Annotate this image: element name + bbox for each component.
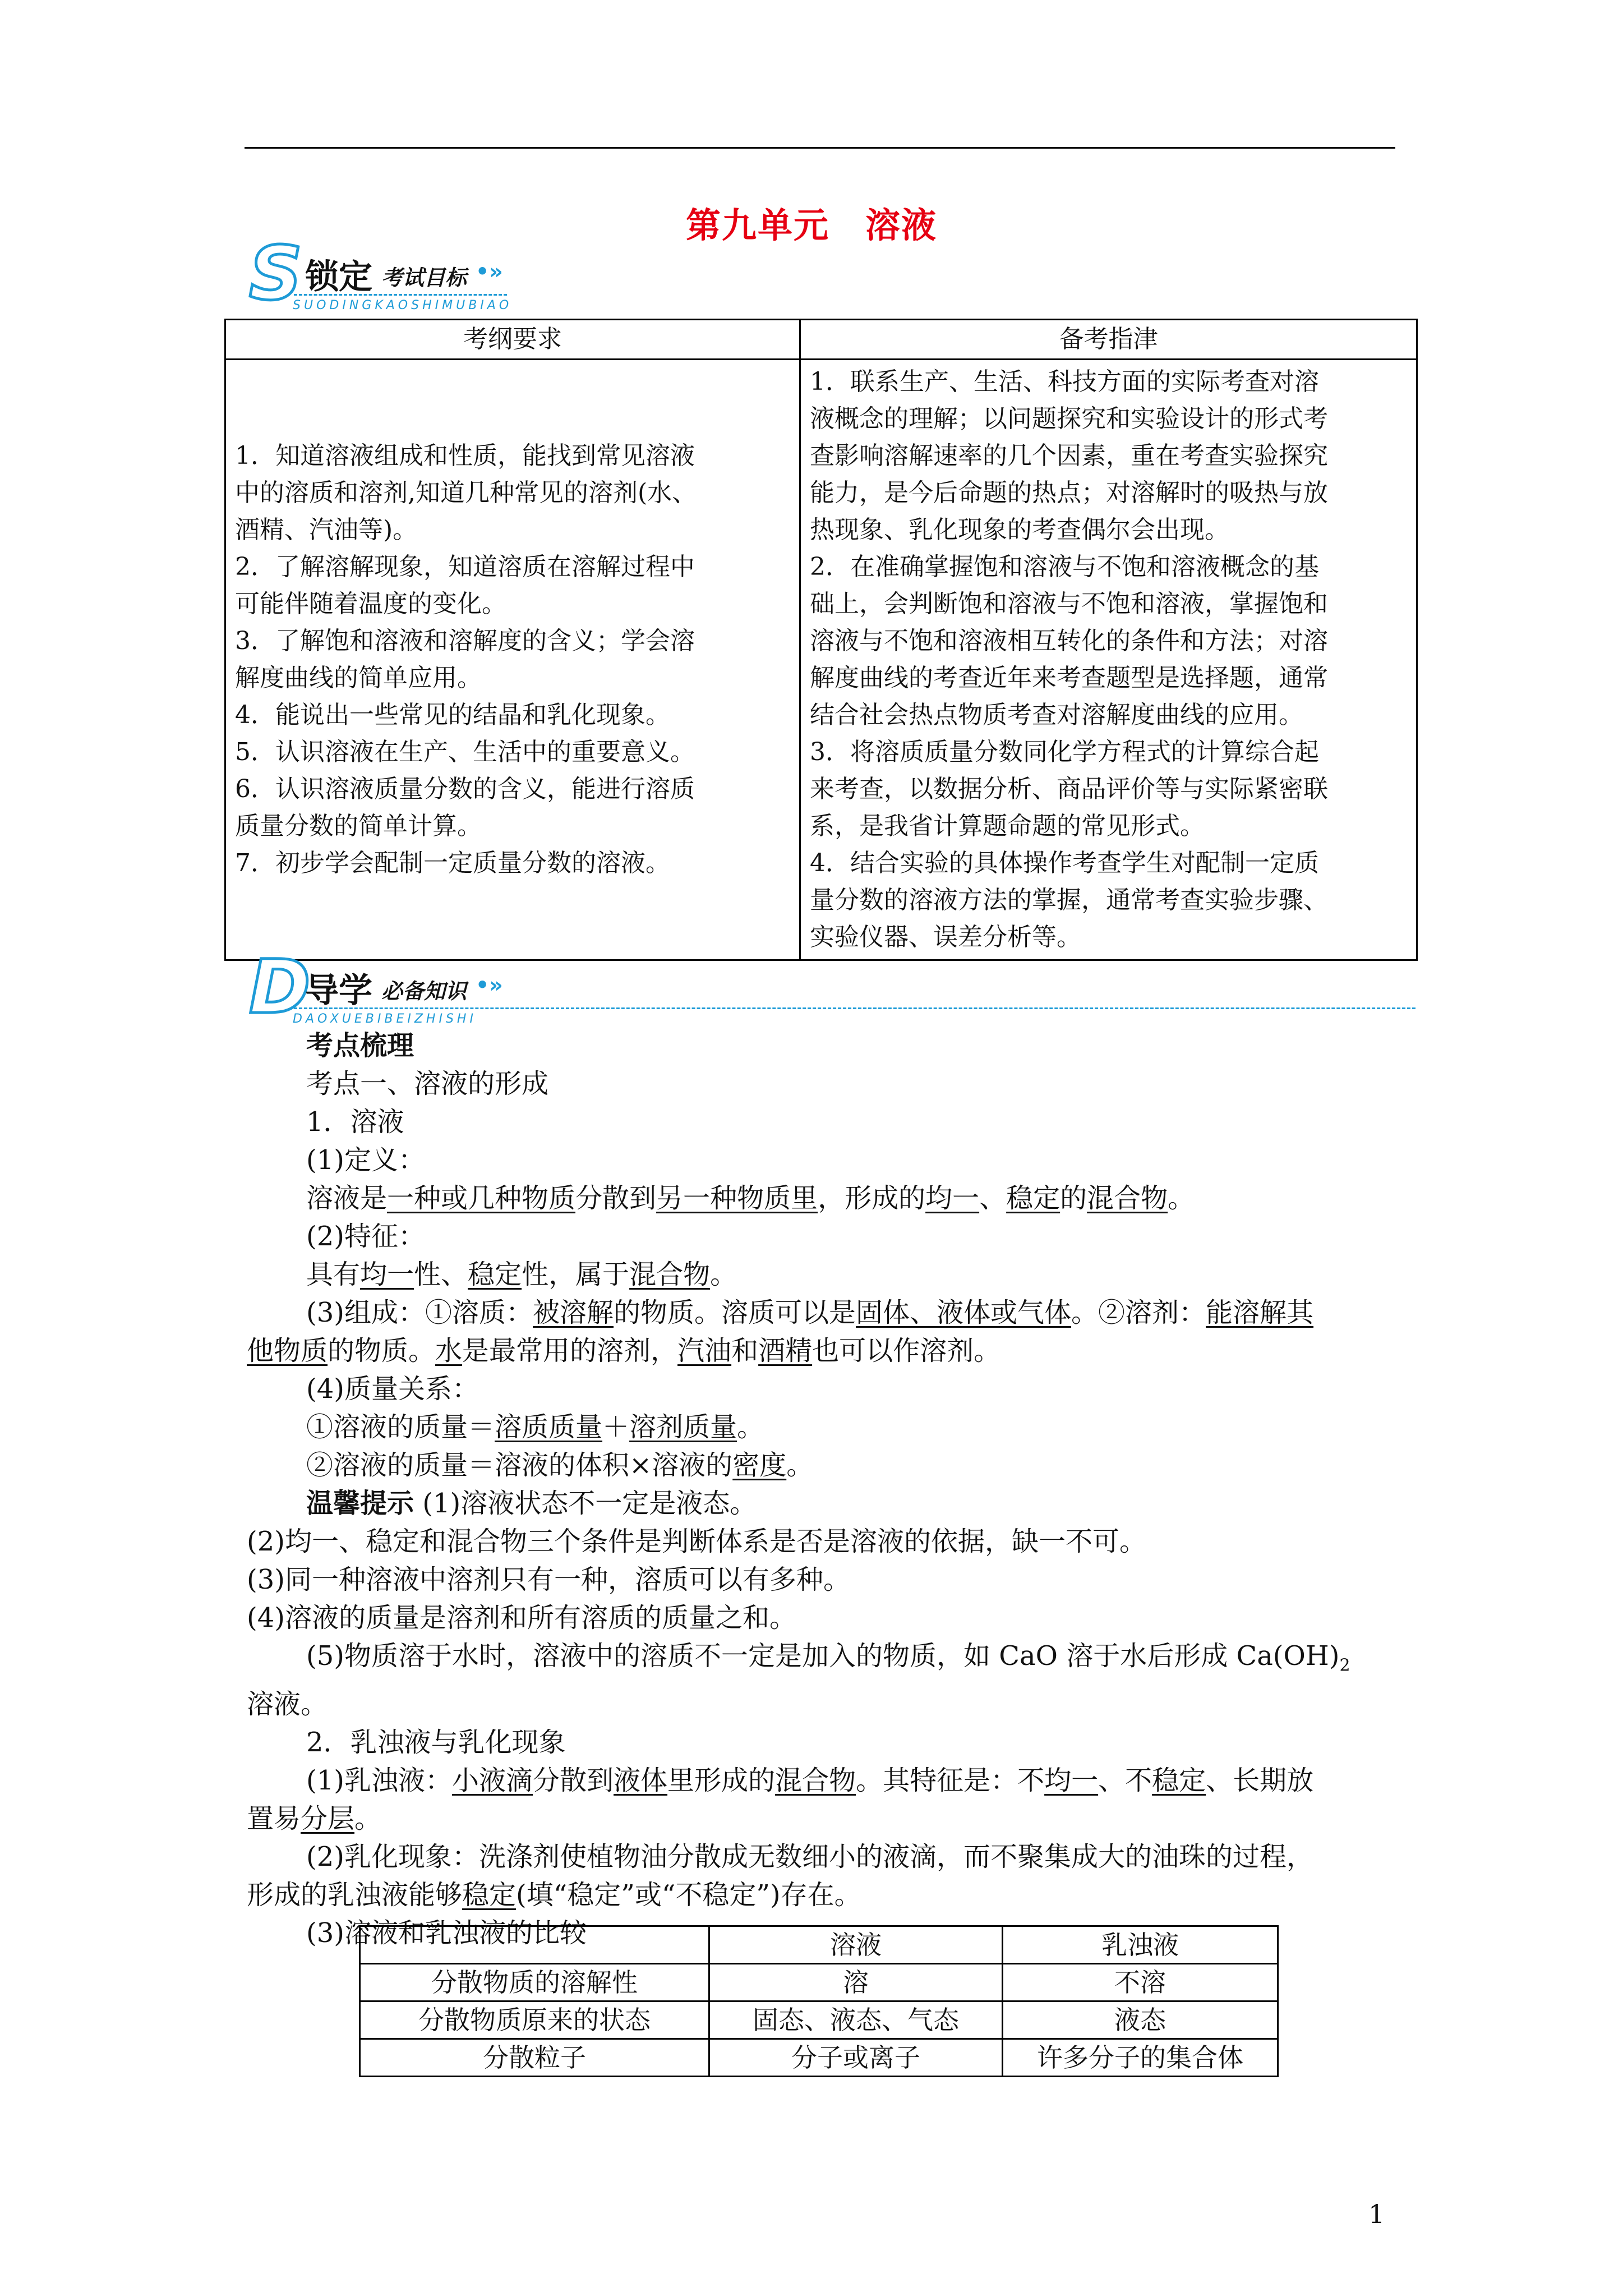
- answer-blank: 能溶解其: [1206, 1297, 1314, 1328]
- list-item: 中的溶质和溶剂,知道几种常见的溶剂(水、: [235, 478, 697, 507]
- text-span: 的物质。溶质可以是: [614, 1297, 856, 1328]
- answer-blank: 汽油: [677, 1335, 732, 1366]
- text-span: (填“稳定”或“不稳定”)存在。: [516, 1879, 861, 1911]
- list-item: 1．知道溶液组成和性质，能找到常见溶液: [235, 441, 695, 470]
- requirements-table: [224, 319, 1418, 961]
- list-item: 础上，会判断饱和溶液与不饱和溶液，掌握饱和: [810, 590, 1328, 618]
- answer-blank: 固体、液体或气体: [856, 1297, 1072, 1328]
- list-item: 5．认识溶液在生产、生活中的重要意义。: [235, 738, 695, 766]
- list-item: 实验仪器、误差分析等。: [810, 923, 1081, 951]
- text-span: 、长期放: [1206, 1764, 1314, 1796]
- answer-blank: 酒精: [758, 1335, 813, 1366]
- sub-heading: 2．乳浊液与乳化现象: [306, 1726, 566, 1758]
- top-rule: [245, 147, 1395, 149]
- emulsion-line-1: [247, 1761, 1398, 1800]
- banner-exam-goals: [249, 231, 642, 317]
- table-cell: 溶: [709, 1964, 1003, 2001]
- list-item: 3．将溶质质量分数同化学方程式的计算综合起: [810, 738, 1319, 766]
- table-header-row: [360, 1926, 1278, 1964]
- answer-blank: 稳定: [1152, 1764, 1206, 1796]
- banner-essential-knowledge: [249, 944, 642, 1030]
- table-row: [225, 360, 1417, 960]
- answer-blank: 稳定: [468, 1259, 522, 1290]
- requirements-cell: [225, 360, 800, 960]
- emulsification-line-2: [247, 1876, 1398, 1914]
- header-requirements: 考纲要求: [225, 320, 800, 360]
- list-item: 查影响溶解速率的几个因素，重在考查实验探究: [810, 441, 1328, 470]
- banner-dashed-bar: [294, 1007, 1415, 1009]
- text-span: ，形成的: [818, 1182, 926, 1214]
- double-chevron-icon: •»: [476, 259, 503, 284]
- table-cell: 分散粒子: [360, 2039, 709, 2077]
- list-item: 可能伴随着温度的变化。: [235, 590, 506, 618]
- header-cell: [360, 1926, 709, 1964]
- text-span: 、: [979, 1182, 1007, 1214]
- text-span: (5)物质溶于水时，溶液中的溶质不一定是加入的物质，如 CaO 溶于水后形成 Ca(OH): [306, 1640, 1340, 1672]
- text-span: 分散到: [575, 1182, 657, 1214]
- answer-blank: 均一: [925, 1182, 980, 1214]
- text-span: 里形成的: [667, 1764, 776, 1796]
- list-item: 2．在准确掌握饱和溶液与不饱和溶液概念的基: [810, 553, 1319, 581]
- header-guidance: 备考指津: [800, 320, 1417, 360]
- table-header-row: [225, 320, 1417, 360]
- list-item: 4．能说出一些常见的结晶和乳化现象。: [235, 701, 670, 729]
- header-cell: 乳浊液: [1003, 1926, 1278, 1964]
- text-span: 置易: [247, 1802, 301, 1834]
- page-title: 第九单元 溶液: [685, 205, 937, 246]
- answer-blank: 小液滴: [452, 1764, 533, 1796]
- text-span: ②溶液的质量＝溶液的体积×溶液的: [306, 1450, 733, 1481]
- text-span: 也可以作溶剂。: [812, 1335, 1001, 1366]
- table-cell: 分散物质原来的状态: [360, 2001, 709, 2039]
- mass-line-2: [247, 1446, 1398, 1484]
- text-span: 分散到: [533, 1764, 614, 1796]
- text-span: (3)组成：①溶质：: [306, 1297, 533, 1328]
- text-span: 性、: [414, 1259, 468, 1290]
- answer-blank: 混合物: [1087, 1182, 1168, 1214]
- subscript: 2: [1339, 1655, 1350, 1676]
- definition-label: (1)定义：: [306, 1144, 425, 1176]
- tip-line-5: [247, 1637, 1398, 1685]
- table-row: [360, 1964, 1278, 2001]
- list-item: 溶液与不饱和溶液相互转化的条件和方法；对溶: [810, 627, 1328, 655]
- tip-line-1: [247, 1484, 1398, 1522]
- page-number: 1: [1368, 2199, 1385, 2229]
- banner-subhead: 考试目标: [381, 265, 467, 290]
- answer-blank: 水: [435, 1335, 463, 1366]
- list-item: 4．结合实验的具体操作考查学生对配制一定质: [810, 849, 1319, 877]
- table-row: [360, 2001, 1278, 2039]
- text-span: 。: [710, 1259, 737, 1290]
- text-span: 、不: [1098, 1764, 1152, 1796]
- answer-blank: 均一: [360, 1259, 414, 1290]
- text-span: ①溶液的质量＝: [306, 1411, 495, 1443]
- text-span: 溶液是: [306, 1182, 388, 1214]
- mass-line-1: [247, 1408, 1398, 1446]
- text-span: 和: [731, 1335, 759, 1366]
- feature-label: (2)特征：: [306, 1221, 425, 1252]
- double-chevron-icon: •»: [476, 973, 503, 997]
- text-span: 的: [1060, 1182, 1087, 1214]
- answer-blank: 均一: [1044, 1764, 1099, 1796]
- sub-heading: 1．溶液: [306, 1106, 404, 1138]
- mass-label: (4)质量关系：: [306, 1373, 479, 1405]
- text-span: (1)溶液状态不一定是液态。: [414, 1488, 757, 1519]
- text-span: 性，属于: [522, 1259, 630, 1290]
- tip-line-4: (4)溶液的质量是溶剂和所有溶质的质量之和。: [247, 1602, 796, 1634]
- list-item: 量分数的溶液方法的掌握，通常考查实验步骤、: [810, 886, 1328, 914]
- list-item: 液概念的理解；以问题探究和实验设计的形式考: [810, 404, 1328, 433]
- list-item: 7．初步学会配制一定质量分数的溶液。: [235, 849, 670, 877]
- banner-s-letter-icon: S: [249, 231, 303, 317]
- banner-pinyin: SUODINGKAOSHIMUBIAO: [293, 298, 513, 312]
- answer-blank: 溶剂质量: [629, 1411, 737, 1443]
- list-item: 3．了解饱和溶液和溶解度的含义；学会溶: [235, 627, 695, 655]
- table-cell: 分子或离子: [709, 2039, 1003, 2077]
- table-cell: 固态、液态、气态: [709, 2001, 1003, 2039]
- comparison-label: (3)溶液和乳浊液的比较: [306, 1917, 587, 1949]
- emulsification-line-1: (2)乳化现象：洗涤剂使植物油分散成无数细小的液滴，而不聚集成大的油珠的过程，: [306, 1841, 1313, 1872]
- table-cell: 分散物质的溶解性: [360, 1964, 709, 2001]
- text-span: 。: [1168, 1182, 1195, 1214]
- tip-line-2: (2)均一、稳定和混合物三个条件是判断体系是否是溶液的依据，缺一不可。: [247, 1526, 1146, 1557]
- list-item: 1．联系生产、生活、科技方面的实际考查对溶: [810, 367, 1319, 396]
- answer-blank: 混合物: [629, 1259, 711, 1290]
- answer-blank: 一种或几种物质: [387, 1182, 576, 1214]
- banner-pinyin: DAOXUEBIBEIZHISHI: [293, 1012, 477, 1026]
- topic-heading: 考点一、溶液的形成: [306, 1068, 549, 1099]
- list-item: 结合社会热点物质考查对溶解度曲线的应用。: [810, 701, 1303, 729]
- list-item: 解度曲线的简单应用。: [235, 664, 482, 692]
- text-span: 的物质。: [328, 1335, 436, 1366]
- comparison-table: [359, 1925, 1279, 2077]
- list-item: 能力，是今后命题的热点；对溶解时的吸热与放: [810, 478, 1328, 507]
- answer-blank: 稳定: [462, 1879, 517, 1911]
- list-item: 2．了解溶解现象，知道溶质在溶解过程中: [235, 553, 695, 581]
- text-span: 。: [354, 1802, 382, 1834]
- text-span: 是最常用的溶剂，: [462, 1335, 678, 1366]
- tip-line-3: (3)同一种溶液中溶剂只有一种，溶质可以有多种。: [247, 1564, 850, 1595]
- text-span: 。: [737, 1411, 764, 1443]
- feature-text: [247, 1255, 1398, 1294]
- answer-blank: 分层: [301, 1802, 355, 1834]
- section-title: 考点梳理: [306, 1030, 414, 1061]
- tip-line-5-cont: 溶液。: [247, 1688, 328, 1720]
- answer-blank: 他物质: [247, 1335, 328, 1366]
- guidance-cell: [800, 360, 1417, 960]
- composition-line-1: [247, 1294, 1398, 1332]
- text-span: ＋: [602, 1411, 630, 1443]
- banner-head: 锁定: [305, 257, 372, 297]
- list-item: 6．认识溶液质量分数的含义，能进行溶质: [235, 775, 695, 803]
- table-cell: 许多分子的集合体: [1003, 2039, 1278, 2077]
- text-span: 形成的乳浊液能够: [247, 1879, 463, 1911]
- answer-blank: 密度: [732, 1450, 787, 1481]
- composition-line-2: [247, 1332, 1398, 1370]
- list-item: 解度曲线的考查近年来考查题型是选择题，通常: [810, 664, 1328, 692]
- header-cell: 溶液: [709, 1926, 1003, 1964]
- knowledge-body: [247, 1027, 1398, 1952]
- list-item: 酒精、汽油等)。: [235, 516, 418, 544]
- list-item: 质量分数的简单计算。: [235, 812, 482, 840]
- answer-blank: 被溶解: [533, 1297, 614, 1328]
- banner-dashed-bar: [294, 294, 507, 296]
- answer-blank: 混合物: [775, 1764, 856, 1796]
- table-cell: 不溶: [1003, 1964, 1278, 2001]
- list-item: 来考查，以数据分析、商品评价等与实际紧密联: [810, 775, 1328, 803]
- answer-blank: 稳定: [1006, 1182, 1061, 1214]
- list-item: 系，是我省计算题命题的常见形式。: [810, 812, 1205, 840]
- tip-label: 温馨提示: [306, 1488, 414, 1519]
- emulsion-line-2: [247, 1800, 1398, 1838]
- table-row: [360, 2039, 1278, 2077]
- banner-subhead: 必备知识: [381, 979, 467, 1004]
- answer-blank: 液体: [614, 1764, 668, 1796]
- table-cell: 液态: [1003, 2001, 1278, 2039]
- text-span: 。: [786, 1450, 814, 1481]
- definition-text: [247, 1179, 1398, 1217]
- text-span: 。其特征是：不: [856, 1764, 1045, 1796]
- text-span: 。②溶剂：: [1071, 1297, 1206, 1328]
- banner-head: 导学: [305, 971, 372, 1010]
- list-item: 热现象、乳化现象的考查偶尔会出现。: [810, 516, 1229, 544]
- answer-blank: 另一种物质里: [656, 1182, 818, 1214]
- text-span: (1)乳浊液：: [306, 1764, 452, 1796]
- text-span: 具有: [306, 1259, 361, 1290]
- answer-blank: 溶质质量: [495, 1411, 603, 1443]
- banner-d-letter-icon: D: [249, 944, 311, 1030]
